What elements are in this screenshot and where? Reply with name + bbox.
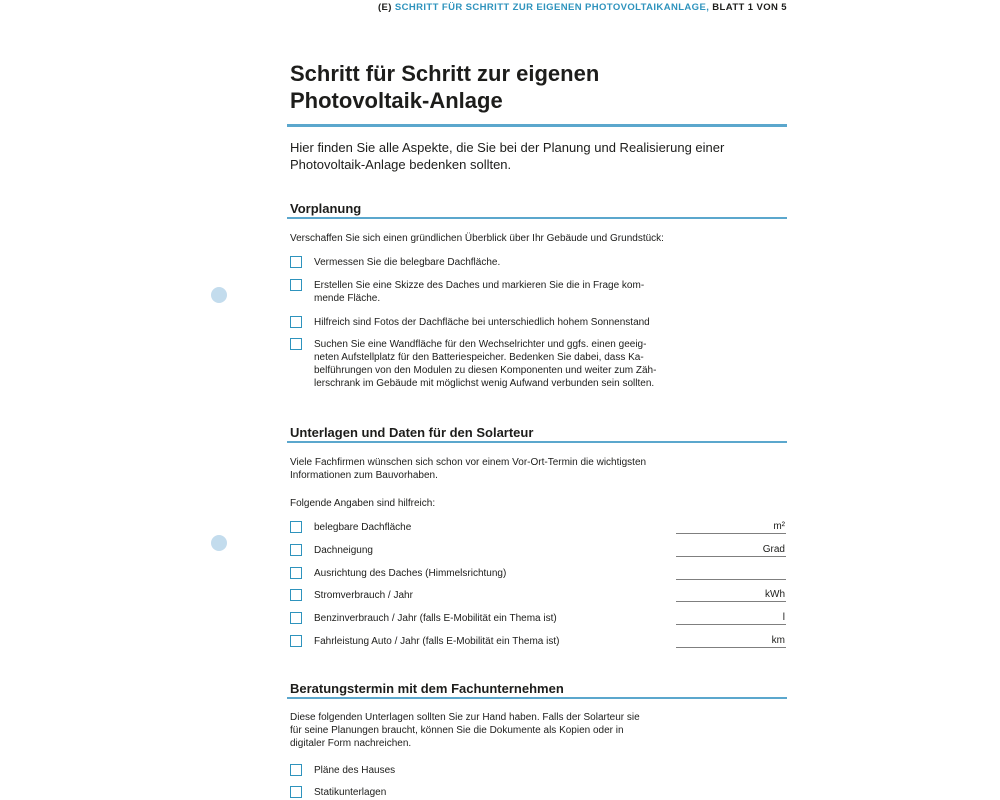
checkbox[interactable] <box>290 338 302 350</box>
section-intro <box>290 711 640 750</box>
checkbox[interactable] <box>290 316 302 328</box>
checklist-item-line: Suchen Sie eine Wandfläche für den Wechselrichter und ggfs. einen geeig- <box>314 339 647 350</box>
title-divider <box>287 124 787 127</box>
data-field-unit: km <box>771 635 785 646</box>
page-title-line: Schritt für Schritt zur eigenen <box>290 61 600 86</box>
section-intro-line: digitaler Form nachreichen. <box>290 738 412 749</box>
section-heading-beratung: Beratungstermin mit dem Fachunternehmen <box>290 681 564 696</box>
data-field-input[interactable] <box>676 589 786 602</box>
page-header <box>378 2 787 13</box>
intro-line: Hier finden Sie alle Aspekte, die Sie bei der Planung und Realisierung einer <box>290 140 725 155</box>
section-intro: Verschaffen Sie sich einen gründlichen Überblick über Ihr Gebäude und Grundstück: <box>290 233 664 244</box>
data-field-unit: l <box>782 612 785 623</box>
checklist-item-line: Hilfreich sind Fotos der Dachfläche bei unterschiedlich hohem Sonnenstand <box>314 317 650 328</box>
data-field-input[interactable] <box>676 544 786 557</box>
header-sheet-number: BLATT 1 VON 5 <box>712 2 787 13</box>
data-field-input[interactable] <box>676 612 786 625</box>
data-field-input[interactable] <box>676 635 786 648</box>
data-field-input[interactable] <box>676 567 786 580</box>
data-field-unit: Grad <box>762 544 785 555</box>
checklist-item-text: Statikunterlagen <box>314 787 387 798</box>
section-subintro: Folgende Angaben sind hilfreich: <box>290 498 436 509</box>
data-field-label: Benzinverbrauch / Jahr (falls E-Mobilität ein Thema ist) <box>314 613 557 624</box>
page-title-line: Photovoltaik-Anlage <box>290 88 503 113</box>
section-intro-line: Viele Fachfirmen wünschen sich schon vor einem Vor-Ort-Termin die wichtigsten <box>290 457 647 468</box>
checklist-item-text <box>314 316 674 329</box>
punch-hole-icon <box>211 287 227 303</box>
checkbox[interactable] <box>290 635 302 647</box>
checkbox[interactable] <box>290 589 302 601</box>
section-intro-line: Diese folgenden Unterlagen sollten Sie zur Hand haben. Falls der Solarteur sie <box>290 712 640 723</box>
section-intro-line: für seine Planungen braucht, können Sie die Dokumente als Kopien oder in <box>290 725 624 736</box>
intro-text <box>290 139 760 173</box>
checkbox[interactable] <box>290 521 302 533</box>
checklist-item-line: mende Fläche. <box>314 293 381 304</box>
section-divider <box>287 441 787 443</box>
checklist-item-line: belführungen von den Modulen zu diesen Komponenten und weiter zum Zäh- <box>314 365 657 376</box>
punch-hole-icon <box>211 535 227 551</box>
checklist-item-line: neten Aufstellplatz für den Batteriespeicher. Bedenken Sie dabei, dass Ka- <box>314 352 644 363</box>
section-intro-line: Informationen zum Bauvorhaben. <box>290 470 438 481</box>
intro-line: Photovoltaik-Anlage bedenken sollten. <box>290 157 512 172</box>
checklist-item-line: lerschrank im Gebäude mit möglichst wenig Aufwand verbunden sein sollten. <box>314 378 655 389</box>
checkbox[interactable] <box>290 764 302 776</box>
checklist-item-line: Vermessen Sie die belegbare Dachfläche. <box>314 257 501 268</box>
checkbox[interactable] <box>290 786 302 798</box>
section-divider <box>287 697 787 699</box>
data-field-label: Ausrichtung des Daches (Himmelsrichtung) <box>314 568 507 579</box>
data-field-input[interactable] <box>676 521 786 534</box>
checklist-item-line: Erstellen Sie eine Skizze des Daches und markieren Sie die in Frage kom- <box>314 280 645 291</box>
section-heading-unterlagen: Unterlagen und Daten für den Solarteur <box>290 425 534 440</box>
page-title <box>290 60 787 114</box>
checkbox[interactable] <box>290 256 302 268</box>
data-field-unit: kWh <box>765 589 785 600</box>
section-divider <box>287 217 787 219</box>
header-prefix: (E) <box>377 2 392 13</box>
checklist-item-text <box>314 338 674 390</box>
section-intro <box>290 456 646 482</box>
checklist-item-text: Pläne des Hauses <box>314 765 396 776</box>
checklist-item-text <box>314 256 674 269</box>
data-field-label: Stromverbrauch / Jahr <box>314 590 413 601</box>
data-field-label: Fahrleistung Auto / Jahr (falls E-Mobilität ein Thema ist) <box>314 636 560 647</box>
header-title: SCHRITT FÜR SCHRITT ZUR EIGENEN PHOTOVOLTAIKANLAGE, <box>394 2 710 13</box>
section-heading-vorplanung: Vorplanung <box>290 201 362 216</box>
checklist-item-text <box>314 279 674 305</box>
checkbox[interactable] <box>290 567 302 579</box>
data-field-label: Dachneigung <box>314 545 373 556</box>
checkbox[interactable] <box>290 612 302 624</box>
checkbox[interactable] <box>290 544 302 556</box>
data-field-label: belegbare Dachfläche <box>314 522 412 533</box>
data-field-unit: m² <box>773 521 785 532</box>
checkbox[interactable] <box>290 279 302 291</box>
